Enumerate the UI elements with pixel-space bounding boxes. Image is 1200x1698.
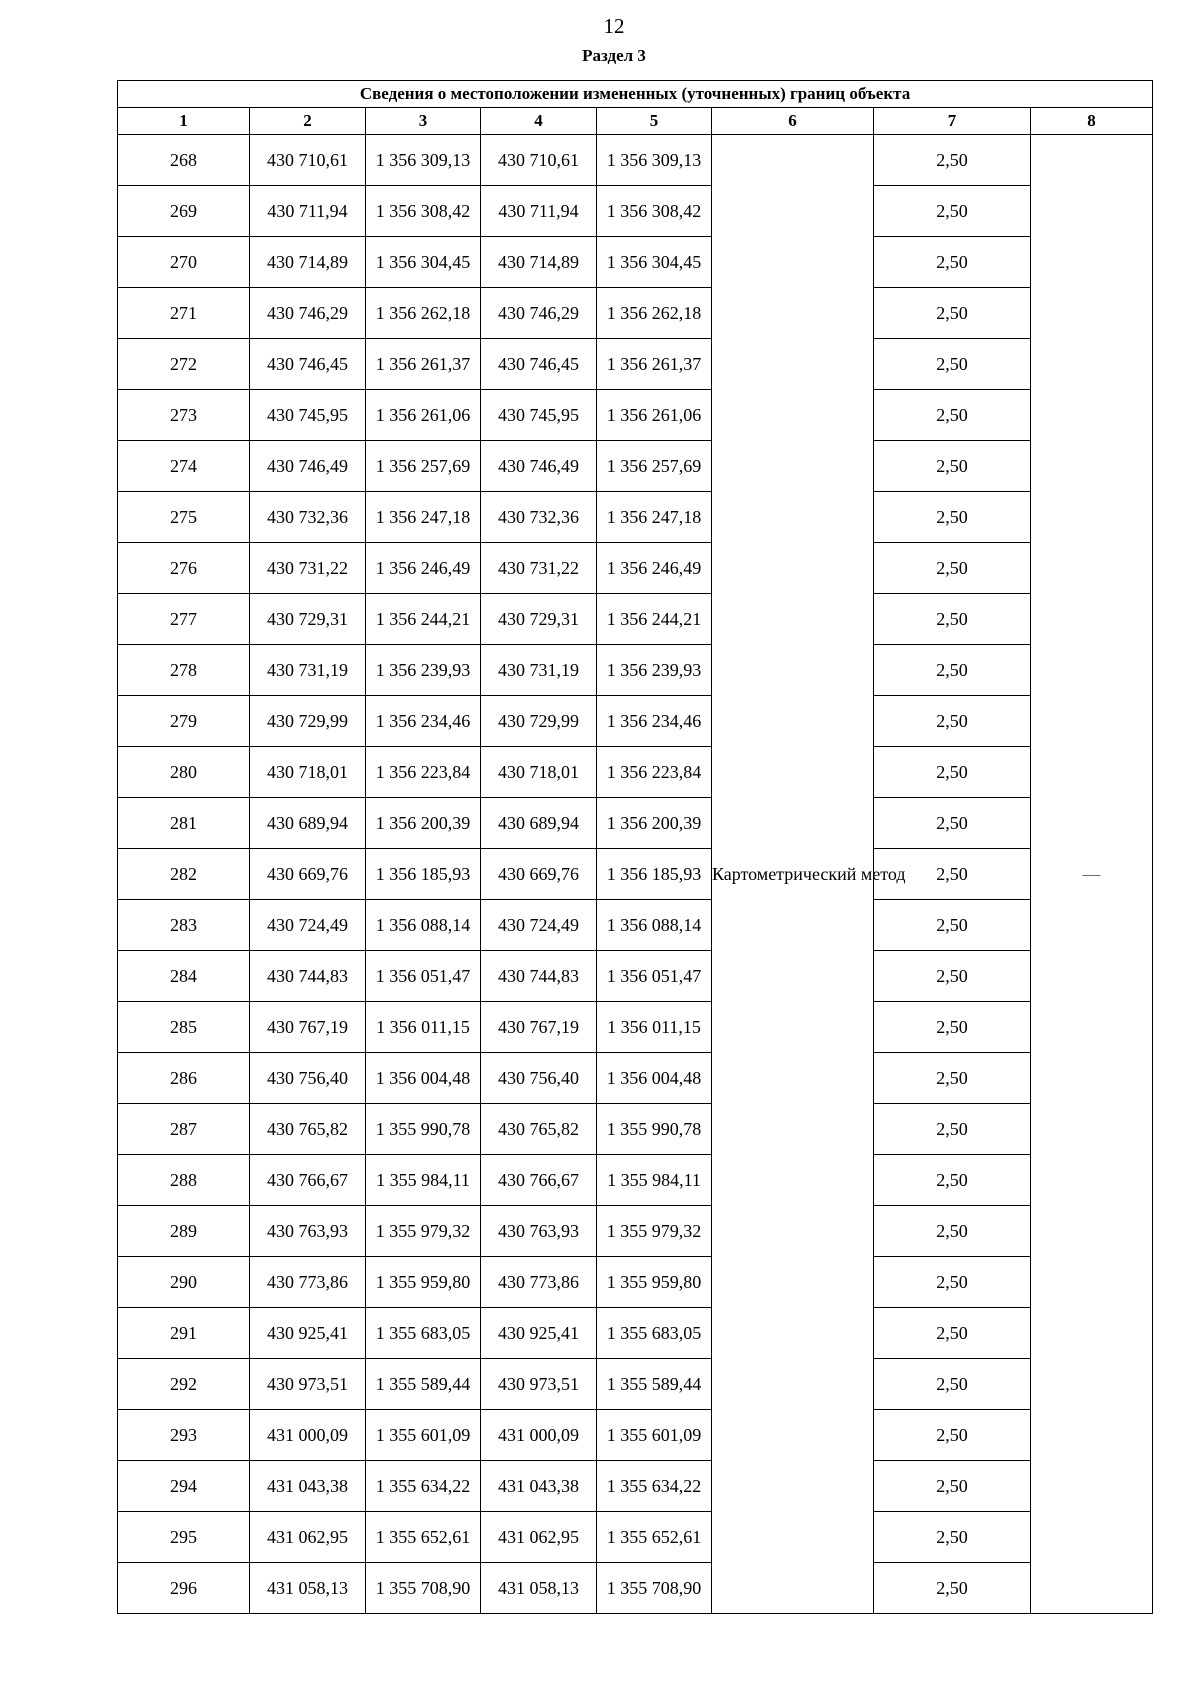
x-coordinate-cell: 431 062,95 xyxy=(250,1512,366,1563)
y-coordinate-new-cell: 1 355 984,11 xyxy=(597,1155,712,1206)
x-coordinate-cell: 430 714,89 xyxy=(250,237,366,288)
y-coordinate-cell: 1 356 304,45 xyxy=(366,237,481,288)
y-coordinate-cell: 1 356 004,48 xyxy=(366,1053,481,1104)
point-number-cell: 272 xyxy=(118,339,250,390)
y-coordinate-new-cell: 1 356 200,39 xyxy=(597,798,712,849)
y-coordinate-cell: 1 356 244,21 xyxy=(366,594,481,645)
x-coordinate-cell: 431 000,09 xyxy=(250,1410,366,1461)
x-coordinate-new-cell: 430 973,51 xyxy=(481,1359,597,1410)
y-coordinate-new-cell: 1 356 246,49 xyxy=(597,543,712,594)
y-coordinate-cell: 1 355 589,44 xyxy=(366,1359,481,1410)
y-coordinate-cell: 1 355 959,80 xyxy=(366,1257,481,1308)
y-coordinate-new-cell: 1 356 247,18 xyxy=(597,492,712,543)
y-coordinate-new-cell: 1 356 051,47 xyxy=(597,951,712,1002)
x-coordinate-cell: 430 689,94 xyxy=(250,798,366,849)
accuracy-cell: 2,50 xyxy=(874,390,1031,441)
x-coordinate-new-cell: 430 732,36 xyxy=(481,492,597,543)
point-number-cell: 275 xyxy=(118,492,250,543)
y-coordinate-cell: 1 356 239,93 xyxy=(366,645,481,696)
y-coordinate-new-cell: 1 355 979,32 xyxy=(597,1206,712,1257)
table-row xyxy=(118,1359,1153,1410)
x-coordinate-new-cell: 431 062,95 xyxy=(481,1512,597,1563)
accuracy-cell: 2,50 xyxy=(874,951,1031,1002)
column-number-8: 8 xyxy=(1031,108,1153,135)
point-number-cell: 291 xyxy=(118,1308,250,1359)
table-row xyxy=(118,696,1153,747)
accuracy-cell: 2,50 xyxy=(874,849,1031,900)
x-coordinate-new-cell: 431 000,09 xyxy=(481,1410,597,1461)
point-number-cell: 284 xyxy=(118,951,250,1002)
point-number-cell: 296 xyxy=(118,1563,250,1614)
point-number-cell: 273 xyxy=(118,390,250,441)
x-coordinate-new-cell: 430 731,19 xyxy=(481,645,597,696)
y-coordinate-cell: 1 356 223,84 xyxy=(366,747,481,798)
accuracy-cell: 2,50 xyxy=(874,1563,1031,1614)
x-coordinate-new-cell: 431 043,38 xyxy=(481,1461,597,1512)
table-title: Сведения о местоположении измененных (уточненных) границ объекта xyxy=(118,81,1153,108)
x-coordinate-cell: 430 745,95 xyxy=(250,390,366,441)
accuracy-cell: 2,50 xyxy=(874,186,1031,237)
x-coordinate-cell: 430 729,31 xyxy=(250,594,366,645)
accuracy-cell: 2,50 xyxy=(874,339,1031,390)
x-coordinate-cell: 430 731,22 xyxy=(250,543,366,594)
table-row xyxy=(118,1512,1153,1563)
x-coordinate-new-cell: 430 766,67 xyxy=(481,1155,597,1206)
y-coordinate-new-cell: 1 356 234,46 xyxy=(597,696,712,747)
x-coordinate-new-cell: 430 925,41 xyxy=(481,1308,597,1359)
column-number-1: 1 xyxy=(118,108,250,135)
x-coordinate-new-cell: 430 765,82 xyxy=(481,1104,597,1155)
accuracy-cell: 2,50 xyxy=(874,1104,1031,1155)
y-coordinate-cell: 1 356 261,06 xyxy=(366,390,481,441)
section-title: Раздел 3 xyxy=(582,46,646,65)
y-coordinate-cell: 1 356 309,13 xyxy=(366,135,481,186)
table-body xyxy=(118,135,1153,1614)
point-number-cell: 295 xyxy=(118,1512,250,1563)
x-coordinate-cell: 430 746,45 xyxy=(250,339,366,390)
accuracy-cell: 2,50 xyxy=(874,594,1031,645)
x-coordinate-cell: 430 724,49 xyxy=(250,900,366,951)
column-number-4: 4 xyxy=(481,108,597,135)
point-number-cell: 290 xyxy=(118,1257,250,1308)
accuracy-cell: 2,50 xyxy=(874,1512,1031,1563)
column-number-3: 3 xyxy=(366,108,481,135)
point-number-cell: 287 xyxy=(118,1104,250,1155)
x-coordinate-new-cell: 431 058,13 xyxy=(481,1563,597,1614)
y-coordinate-cell: 1 356 257,69 xyxy=(366,441,481,492)
x-coordinate-new-cell: 430 669,76 xyxy=(481,849,597,900)
column-8-cell: — xyxy=(1031,135,1153,1614)
accuracy-cell: 2,50 xyxy=(874,441,1031,492)
accuracy-cell: 2,50 xyxy=(874,1359,1031,1410)
x-coordinate-cell: 430 746,49 xyxy=(250,441,366,492)
y-coordinate-cell: 1 356 185,93 xyxy=(366,849,481,900)
table-row xyxy=(118,951,1153,1002)
boundary-coordinates-table xyxy=(117,80,1153,1614)
x-coordinate-cell: 430 729,99 xyxy=(250,696,366,747)
table-row xyxy=(118,1461,1153,1512)
y-coordinate-new-cell: 1 356 309,13 xyxy=(597,135,712,186)
column-number-row xyxy=(118,108,1153,135)
table-row xyxy=(118,1104,1153,1155)
y-coordinate-new-cell: 1 356 262,18 xyxy=(597,288,712,339)
y-coordinate-new-cell: 1 356 257,69 xyxy=(597,441,712,492)
x-coordinate-new-cell: 430 724,49 xyxy=(481,900,597,951)
table-row xyxy=(118,849,1153,900)
y-coordinate-cell: 1 356 308,42 xyxy=(366,186,481,237)
x-coordinate-cell: 430 746,29 xyxy=(250,288,366,339)
y-coordinate-cell: 1 356 246,49 xyxy=(366,543,481,594)
y-coordinate-cell: 1 356 200,39 xyxy=(366,798,481,849)
table-row xyxy=(118,747,1153,798)
table-row xyxy=(118,492,1153,543)
x-coordinate-cell: 430 773,86 xyxy=(250,1257,366,1308)
table-row xyxy=(118,1206,1153,1257)
x-coordinate-new-cell: 430 729,99 xyxy=(481,696,597,747)
x-coordinate-cell: 430 925,41 xyxy=(250,1308,366,1359)
accuracy-cell: 2,50 xyxy=(874,135,1031,186)
point-number-cell: 270 xyxy=(118,237,250,288)
x-coordinate-cell: 430 744,83 xyxy=(250,951,366,1002)
column-number-5: 5 xyxy=(597,108,712,135)
table-row xyxy=(118,1002,1153,1053)
y-coordinate-cell: 1 356 088,14 xyxy=(366,900,481,951)
y-coordinate-new-cell: 1 355 990,78 xyxy=(597,1104,712,1155)
y-coordinate-new-cell: 1 356 244,21 xyxy=(597,594,712,645)
y-coordinate-cell: 1 356 234,46 xyxy=(366,696,481,747)
accuracy-cell: 2,50 xyxy=(874,747,1031,798)
x-coordinate-cell: 430 765,82 xyxy=(250,1104,366,1155)
table-row xyxy=(118,390,1153,441)
point-number-cell: 268 xyxy=(118,135,250,186)
x-coordinate-cell: 430 766,67 xyxy=(250,1155,366,1206)
table-row xyxy=(118,1053,1153,1104)
page-number: 12 xyxy=(603,14,625,38)
accuracy-cell: 2,50 xyxy=(874,1461,1031,1512)
table-row xyxy=(118,543,1153,594)
point-number-cell: 280 xyxy=(118,747,250,798)
table-row xyxy=(118,135,1153,186)
column-number-6: 6 xyxy=(712,108,874,135)
point-number-cell: 276 xyxy=(118,543,250,594)
accuracy-cell: 2,50 xyxy=(874,1206,1031,1257)
y-coordinate-cell: 1 356 262,18 xyxy=(366,288,481,339)
point-number-cell: 274 xyxy=(118,441,250,492)
x-coordinate-new-cell: 430 718,01 xyxy=(481,747,597,798)
table-row xyxy=(118,237,1153,288)
accuracy-cell: 2,50 xyxy=(874,1053,1031,1104)
x-coordinate-new-cell: 430 729,31 xyxy=(481,594,597,645)
point-number-cell: 293 xyxy=(118,1410,250,1461)
point-number-cell: 289 xyxy=(118,1206,250,1257)
method-cell: Картометрический метод xyxy=(712,135,874,1614)
y-coordinate-new-cell: 1 355 589,44 xyxy=(597,1359,712,1410)
y-coordinate-new-cell: 1 355 959,80 xyxy=(597,1257,712,1308)
point-number-cell: 269 xyxy=(118,186,250,237)
table-row xyxy=(118,441,1153,492)
x-coordinate-new-cell: 430 710,61 xyxy=(481,135,597,186)
y-coordinate-cell: 1 355 984,11 xyxy=(366,1155,481,1206)
x-coordinate-cell: 430 732,36 xyxy=(250,492,366,543)
y-coordinate-new-cell: 1 356 239,93 xyxy=(597,645,712,696)
table-row xyxy=(118,645,1153,696)
accuracy-cell: 2,50 xyxy=(874,696,1031,747)
x-coordinate-cell: 430 711,94 xyxy=(250,186,366,237)
x-coordinate-new-cell: 430 746,29 xyxy=(481,288,597,339)
table-row xyxy=(118,186,1153,237)
point-number-cell: 279 xyxy=(118,696,250,747)
table-row xyxy=(118,798,1153,849)
x-coordinate-cell: 430 756,40 xyxy=(250,1053,366,1104)
y-coordinate-cell: 1 355 634,22 xyxy=(366,1461,481,1512)
accuracy-cell: 2,50 xyxy=(874,900,1031,951)
x-coordinate-cell: 430 718,01 xyxy=(250,747,366,798)
y-coordinate-new-cell: 1 355 652,61 xyxy=(597,1512,712,1563)
x-coordinate-new-cell: 430 745,95 xyxy=(481,390,597,441)
table-row xyxy=(118,288,1153,339)
accuracy-cell: 2,50 xyxy=(874,1155,1031,1206)
point-number-cell: 281 xyxy=(118,798,250,849)
x-coordinate-new-cell: 430 746,49 xyxy=(481,441,597,492)
y-coordinate-new-cell: 1 356 185,93 xyxy=(597,849,712,900)
point-number-cell: 288 xyxy=(118,1155,250,1206)
x-coordinate-new-cell: 430 763,93 xyxy=(481,1206,597,1257)
y-coordinate-cell: 1 356 247,18 xyxy=(366,492,481,543)
x-coordinate-new-cell: 430 744,83 xyxy=(481,951,597,1002)
y-coordinate-cell: 1 355 979,32 xyxy=(366,1206,481,1257)
point-number-cell: 277 xyxy=(118,594,250,645)
table-row xyxy=(118,1308,1153,1359)
y-coordinate-new-cell: 1 356 011,15 xyxy=(597,1002,712,1053)
accuracy-cell: 2,50 xyxy=(874,1410,1031,1461)
y-coordinate-new-cell: 1 355 601,09 xyxy=(597,1410,712,1461)
x-coordinate-cell: 430 731,19 xyxy=(250,645,366,696)
y-coordinate-new-cell: 1 356 088,14 xyxy=(597,900,712,951)
accuracy-cell: 2,50 xyxy=(874,543,1031,594)
point-number-cell: 294 xyxy=(118,1461,250,1512)
point-number-cell: 283 xyxy=(118,900,250,951)
y-coordinate-cell: 1 355 708,90 xyxy=(366,1563,481,1614)
accuracy-cell: 2,50 xyxy=(874,798,1031,849)
column-number-2: 2 xyxy=(250,108,366,135)
accuracy-cell: 2,50 xyxy=(874,237,1031,288)
table-row xyxy=(118,1155,1153,1206)
y-coordinate-new-cell: 1 356 261,37 xyxy=(597,339,712,390)
x-coordinate-cell: 430 767,19 xyxy=(250,1002,366,1053)
x-coordinate-new-cell: 430 756,40 xyxy=(481,1053,597,1104)
accuracy-cell: 2,50 xyxy=(874,288,1031,339)
y-coordinate-new-cell: 1 356 308,42 xyxy=(597,186,712,237)
x-coordinate-new-cell: 430 767,19 xyxy=(481,1002,597,1053)
x-coordinate-new-cell: 430 773,86 xyxy=(481,1257,597,1308)
column-number-7: 7 xyxy=(874,108,1031,135)
table-row xyxy=(118,1563,1153,1614)
y-coordinate-new-cell: 1 356 304,45 xyxy=(597,237,712,288)
table-row xyxy=(118,594,1153,645)
accuracy-cell: 2,50 xyxy=(874,1257,1031,1308)
x-coordinate-cell: 430 763,93 xyxy=(250,1206,366,1257)
accuracy-cell: 2,50 xyxy=(874,1308,1031,1359)
y-coordinate-cell: 1 355 683,05 xyxy=(366,1308,481,1359)
y-coordinate-cell: 1 355 990,78 xyxy=(366,1104,481,1155)
x-coordinate-cell: 431 043,38 xyxy=(250,1461,366,1512)
x-coordinate-new-cell: 430 689,94 xyxy=(481,798,597,849)
x-coordinate-cell: 430 710,61 xyxy=(250,135,366,186)
table-row xyxy=(118,339,1153,390)
x-coordinate-cell: 430 669,76 xyxy=(250,849,366,900)
x-coordinate-cell: 430 973,51 xyxy=(250,1359,366,1410)
x-coordinate-new-cell: 430 746,45 xyxy=(481,339,597,390)
y-coordinate-cell: 1 356 261,37 xyxy=(366,339,481,390)
x-coordinate-new-cell: 430 731,22 xyxy=(481,543,597,594)
point-number-cell: 282 xyxy=(118,849,250,900)
table-row xyxy=(118,900,1153,951)
y-coordinate-cell: 1 356 051,47 xyxy=(366,951,481,1002)
point-number-cell: 271 xyxy=(118,288,250,339)
accuracy-cell: 2,50 xyxy=(874,492,1031,543)
x-coordinate-new-cell: 430 711,94 xyxy=(481,186,597,237)
y-coordinate-new-cell: 1 356 004,48 xyxy=(597,1053,712,1104)
y-coordinate-new-cell: 1 356 261,06 xyxy=(597,390,712,441)
y-coordinate-new-cell: 1 355 634,22 xyxy=(597,1461,712,1512)
y-coordinate-new-cell: 1 355 683,05 xyxy=(597,1308,712,1359)
y-coordinate-cell: 1 355 652,61 xyxy=(366,1512,481,1563)
point-number-cell: 285 xyxy=(118,1002,250,1053)
y-coordinate-new-cell: 1 356 223,84 xyxy=(597,747,712,798)
x-coordinate-new-cell: 430 714,89 xyxy=(481,237,597,288)
point-number-cell: 278 xyxy=(118,645,250,696)
point-number-cell: 292 xyxy=(118,1359,250,1410)
accuracy-cell: 2,50 xyxy=(874,1002,1031,1053)
point-number-cell: 286 xyxy=(118,1053,250,1104)
x-coordinate-cell: 431 058,13 xyxy=(250,1563,366,1614)
table-row xyxy=(118,1410,1153,1461)
y-coordinate-new-cell: 1 355 708,90 xyxy=(597,1563,712,1614)
table-row xyxy=(118,1257,1153,1308)
accuracy-cell: 2,50 xyxy=(874,645,1031,696)
y-coordinate-cell: 1 355 601,09 xyxy=(366,1410,481,1461)
y-coordinate-cell: 1 356 011,15 xyxy=(366,1002,481,1053)
